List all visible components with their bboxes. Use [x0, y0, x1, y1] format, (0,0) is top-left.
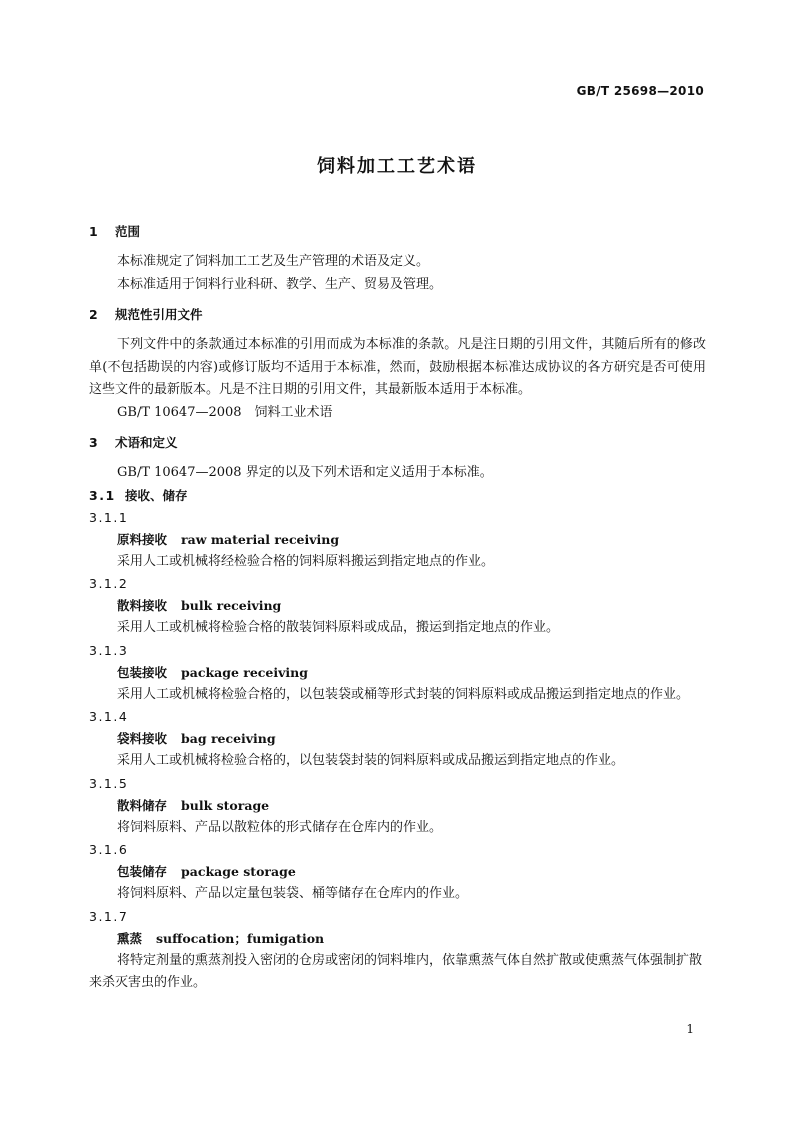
- section-number: 3: [89, 435, 98, 450]
- term-en: bag receiving: [181, 731, 276, 746]
- paragraph: 本标准规定了饲料加工工艺及生产管理的术语及定义。: [117, 254, 430, 269]
- document-body: [89, 221, 706, 995]
- term-number: 3.1.7: [89, 908, 129, 924]
- section-heading-normative-references: [89, 304, 706, 326]
- term-definition: 采用人工或机械将经检验合格的饲料原料搬运到指定地点的作业。: [117, 553, 495, 569]
- term-en: bulk storage: [181, 797, 270, 813]
- term-zh: 包装接收: [117, 664, 168, 680]
- term-entry: [89, 728, 706, 750]
- term-entry: [89, 662, 706, 684]
- paragraph: 本标准适用于饲料行业科研、教学、生产、贸易及管理。: [117, 276, 443, 292]
- section-heading-scope: [89, 221, 706, 243]
- section-number: 2: [89, 307, 98, 322]
- term-definition: 采用人工或机械将检验合格的散装饲料原料或成品，搬运到指定地点的作业。: [117, 620, 560, 635]
- paragraph: GB/T 10647—2008 界定的以及下列术语和定义适用于本标准。: [117, 465, 493, 480]
- section-title: 规范性引用文件: [115, 307, 203, 322]
- term-en: package receiving: [181, 664, 308, 680]
- term-entry: [89, 861, 706, 883]
- term-number: 3.1.2: [89, 576, 129, 591]
- section-heading-terms-definitions: [89, 432, 706, 454]
- term-en: suffocation；fumigation: [156, 930, 325, 946]
- section-title: 术语和定义: [115, 435, 178, 450]
- term-en: package storage: [181, 864, 296, 879]
- term-definition: 将饲料原料、产品以定量包装袋、桶等储存在仓库内的作业。: [117, 886, 469, 901]
- reference-item: GB/T 10647—2008 饲料工业术语: [117, 404, 333, 420]
- subsection-number: 3.1: [89, 487, 116, 503]
- term-zh: 散料储存: [117, 797, 168, 813]
- standard-code: GB/T 25698—2010: [576, 84, 704, 98]
- term-definition: 采用人工或机械将检验合格的，以包装袋或桶等形式封装的饲料原料或成品搬运到指定地点的作业。: [117, 686, 690, 702]
- term-number: 3.1.3: [89, 642, 129, 658]
- term-zh: 袋料接收: [117, 731, 168, 746]
- paragraph: 下列文件中的条款通过本标准的引用而成为本标准的条款。凡是注日期的引用文件，其随后所有的修改单(不包括勘误的内容)或修订版均不适用于本标准，然而，鼓励根据本标准达成协议的各方研究是否可使用这些文件的最新版本。凡是不注日期的引用文件，其最新版本适用于本标准。: [89, 337, 706, 397]
- section-title: 范围: [115, 224, 141, 239]
- subsection-heading: [89, 485, 706, 507]
- term-entry: [89, 595, 706, 617]
- term-definition: 将饲料原料、产品以散粒体的形式储存在仓库内的作业。: [117, 819, 443, 835]
- term-number: 3.1.1: [89, 509, 129, 525]
- term-number: 3.1.6: [89, 842, 129, 857]
- term-number: 3.1.4: [89, 709, 129, 724]
- term-zh: 包装储存: [117, 864, 168, 879]
- subsection-title: 接收、储存: [125, 487, 188, 503]
- term-number: 3.1.5: [89, 775, 129, 791]
- page-number: 1: [686, 1022, 694, 1036]
- term-zh: 散料接收: [117, 598, 168, 613]
- section-number: 1: [89, 224, 98, 239]
- term-entry: [89, 928, 706, 950]
- term-en: raw material receiving: [181, 531, 340, 547]
- term-definition: 将特定剂量的熏蒸剂投入密闭的仓房或密闭的饲料堆内，依靠熏蒸气体自然扩散或使熏蒸气体强制扩散来杀灭害虫的作业。: [89, 952, 703, 990]
- term-zh: 熏蒸: [117, 930, 143, 946]
- term-definition: 采用人工或机械将检验合格的，以包装袋封装的饲料原料或成品搬运到指定地点的作业。: [117, 753, 625, 768]
- document-title: 饲料加工工艺术语: [317, 156, 477, 177]
- term-en: bulk receiving: [181, 598, 282, 613]
- term-entry: [89, 795, 706, 817]
- term-entry: [89, 529, 706, 551]
- term-zh: 原料接收: [117, 531, 168, 547]
